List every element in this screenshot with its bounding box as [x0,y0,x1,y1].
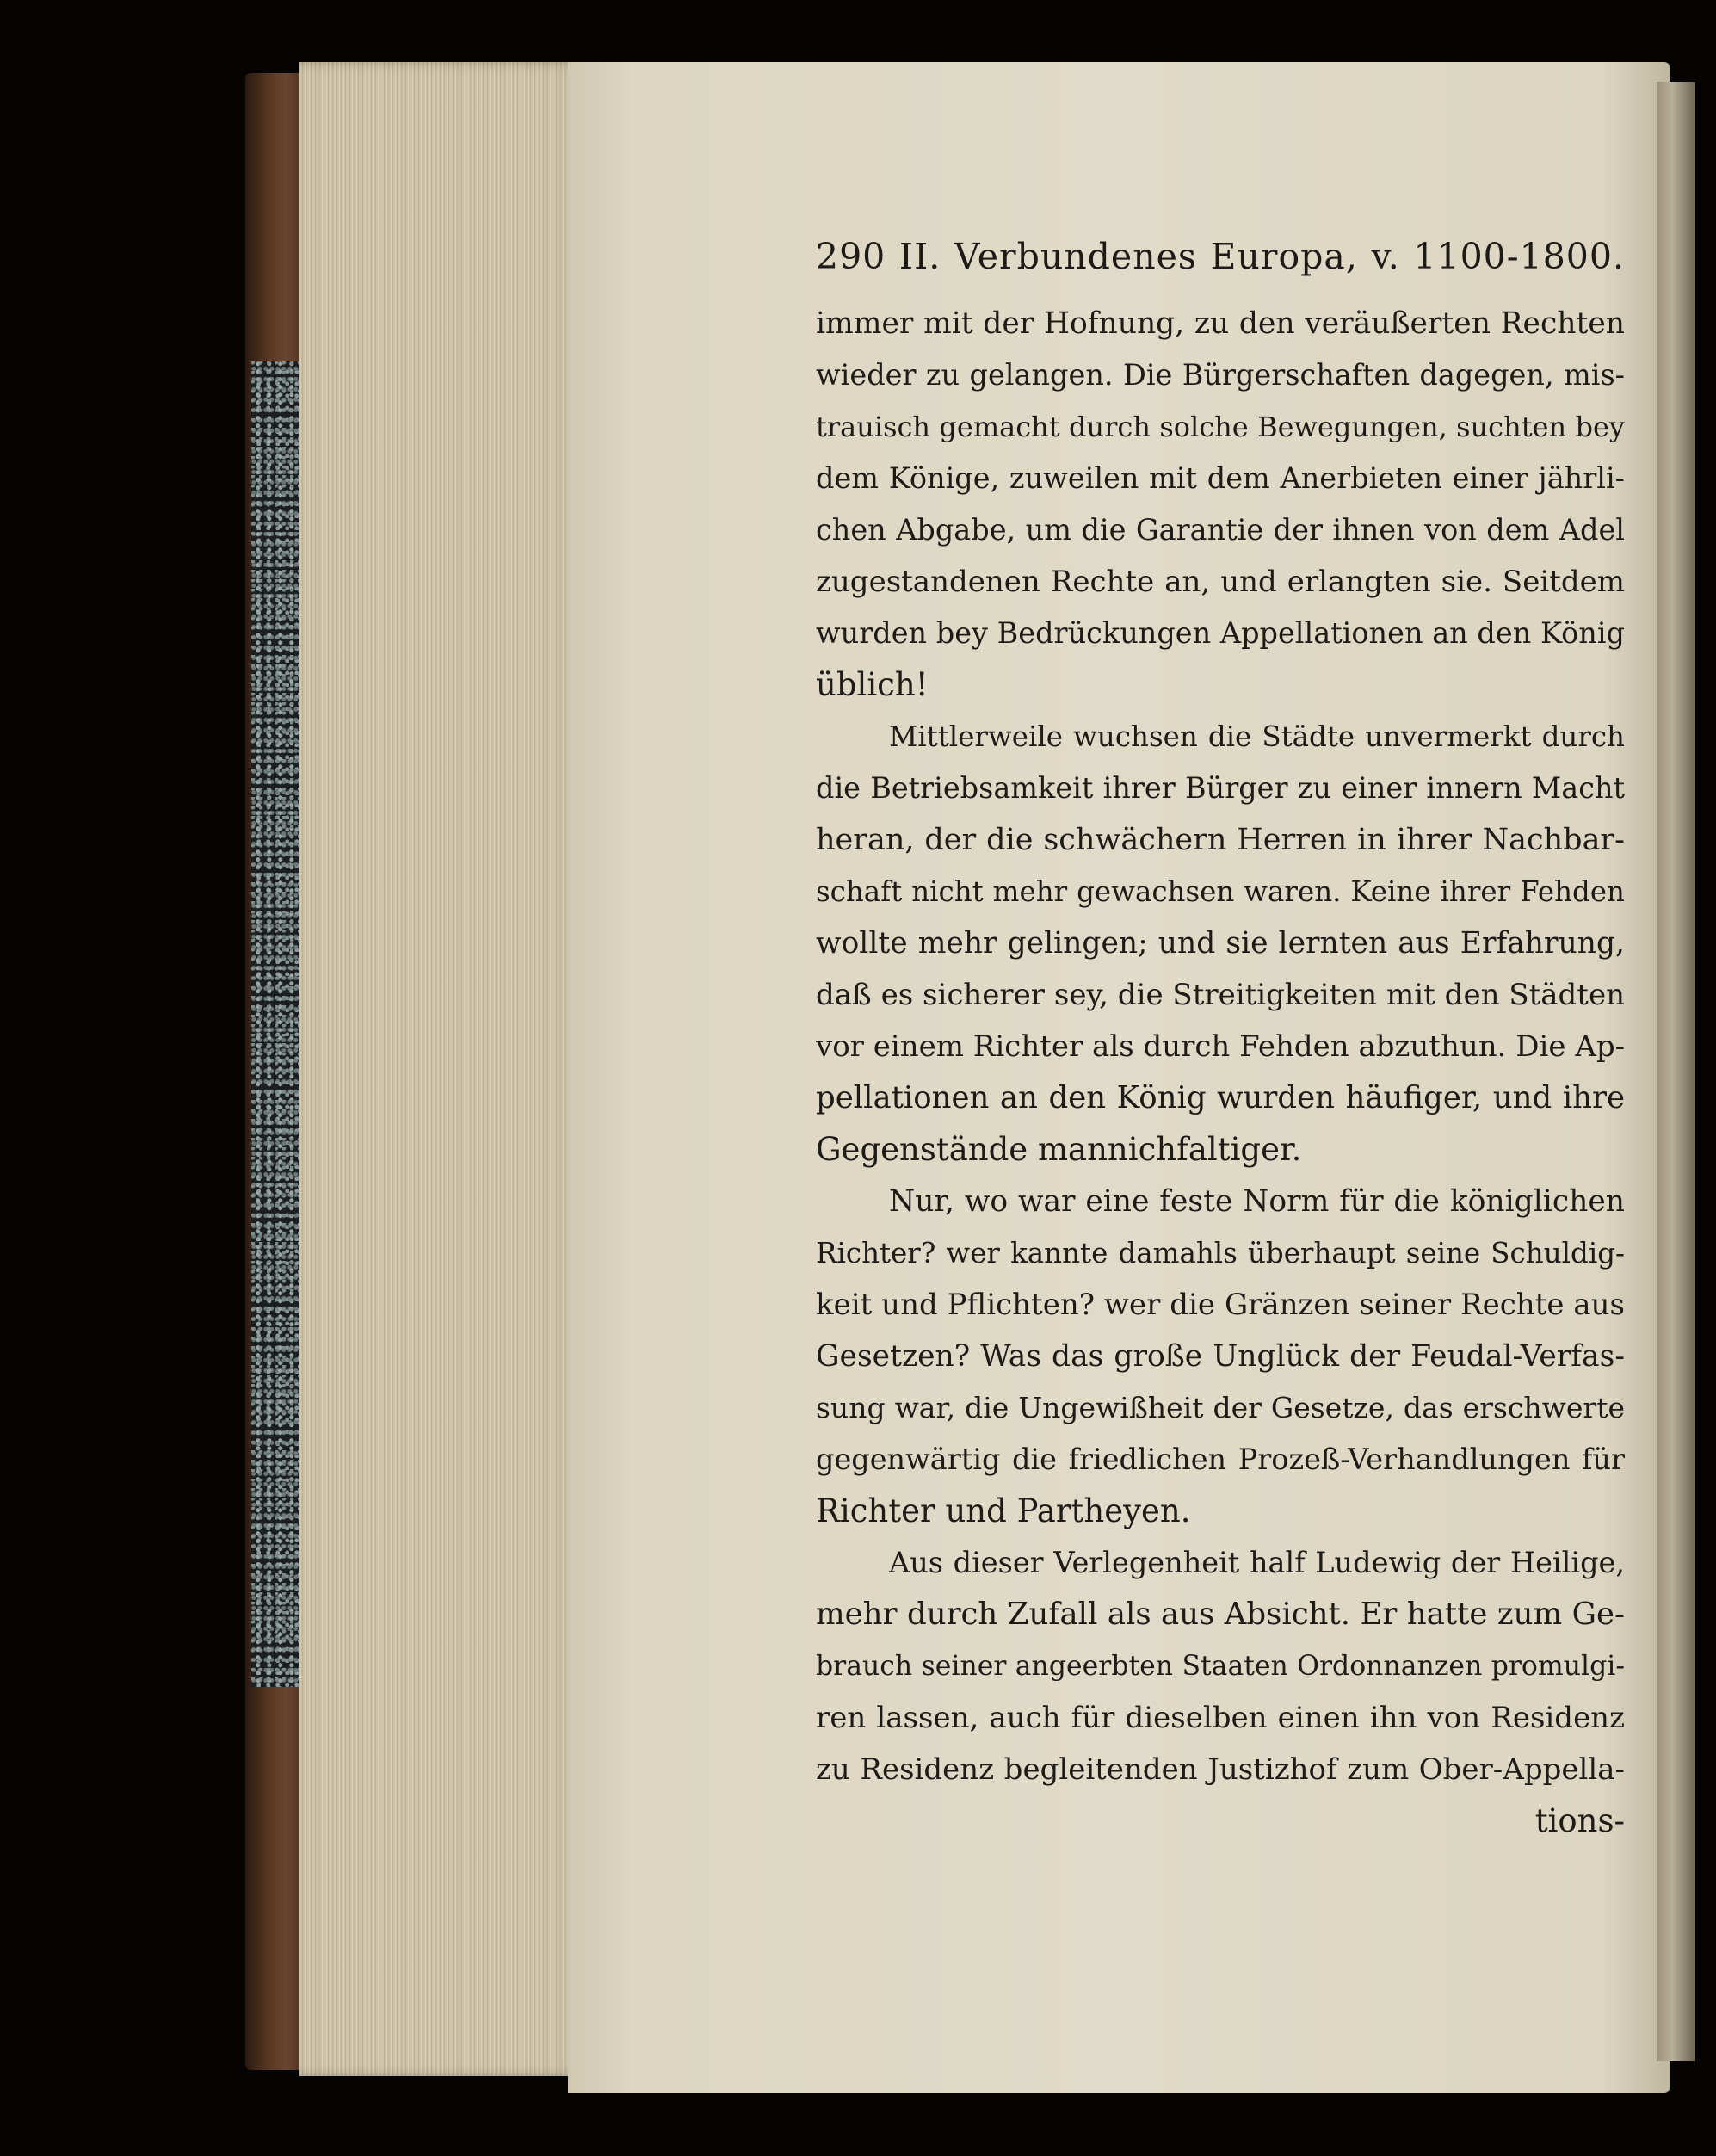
text-line: üblich! [816,666,929,703]
text-line: ren lassen, auch für dieselben einen ihn von Residenz [816,1701,1625,1735]
text-line: immer mit der Hofnung, zu den veräußerten Rechten [816,306,1625,341]
text-line: Richter? wer kannte damahls überhaupt seine Schuldig- [816,1237,1625,1270]
page-right-edge [1657,82,1695,2061]
text-line: Mittlerweile wuchsen die Städte unvermerkt durch [889,720,1625,753]
text-line: chen Abgabe, um die Garantie der ihnen von dem Adel [816,513,1625,547]
text-line: schaft nicht mehr gewachsen waren. Keine ihrer Fehden [816,875,1625,908]
text-line: sung war, die Ungewißheit der Gesetze, das erschwerte [816,1391,1625,1424]
text-line: die Betriebsamkeit ihrer Bürger zu einer innern Macht [816,771,1625,805]
text-line: keit und Pflichten? wer die Gränzen seiner Rechte aus [816,1288,1625,1322]
text-line: mehr durch Zufall als aus Absicht. Er hatte zum Ge- [816,1597,1625,1632]
text-line: pellationen an den König wurden häufiger, und ihre [816,1080,1625,1115]
text-line: wollte mehr gelingen; und sie lernten aus Erfahrung, [816,926,1625,961]
text-line: heran, der die schwächern Herren in ihrer Nachbar- [816,823,1625,857]
text-line: brauch seiner angeerbten Staaten Ordonnanzen promulgi- [816,1651,1625,1682]
text-line: Richter und Partheyen. [816,1492,1191,1529]
text-line: vor einem Richter als durch Fehden abzuthun. Die Ap- [816,1029,1625,1064]
paragraph [816,298,1625,711]
text-line: Nur, wo war eine feste Norm für die königlichen [889,1184,1625,1219]
text-line: wieder zu gelangen. Die Bürgerschaften dagegen, mis- [816,358,1625,392]
paragraph [816,1537,1625,1795]
page-block-edges [299,62,579,2076]
paragraph [816,711,1625,1176]
text-line: daß es sicherer sey, die Streitigkeiten mit den Städten [816,978,1625,1012]
text-line: Aus dieser Verlegenheit half Ludewig der Heilige, [889,1546,1625,1579]
text-line: gegenwärtig die friedlichen Prozeß-Verhandlungen für [816,1442,1625,1476]
text-line: Gesetzen? Was das große Unglück der Feudal-Verfas- [816,1339,1625,1374]
paragraph [816,1176,1625,1537]
text-line: trauisch gemacht durch solche Bewegungen, suchten bey [816,411,1625,443]
text-line: zugestandenen Rechte an, und erlangten sie. Seitdem [816,565,1625,599]
text-line: wurden bey Bedrückungen Appellationen an den König [816,616,1625,650]
text-line: zu Residenz begleitenden Justizhof zum Ober-Appella- [816,1752,1625,1787]
text-line: dem Könige, zuweilen mit dem Anerbieten einer jährli- [816,461,1625,495]
running-head: 290 II. Verbundenes Europa, v. 1100-1800. [816,236,1625,277]
page-text [816,222,1625,1847]
text-line: Gegenstände mannichfaltiger. [816,1131,1302,1168]
catchword: tions- [1534,1802,1625,1839]
